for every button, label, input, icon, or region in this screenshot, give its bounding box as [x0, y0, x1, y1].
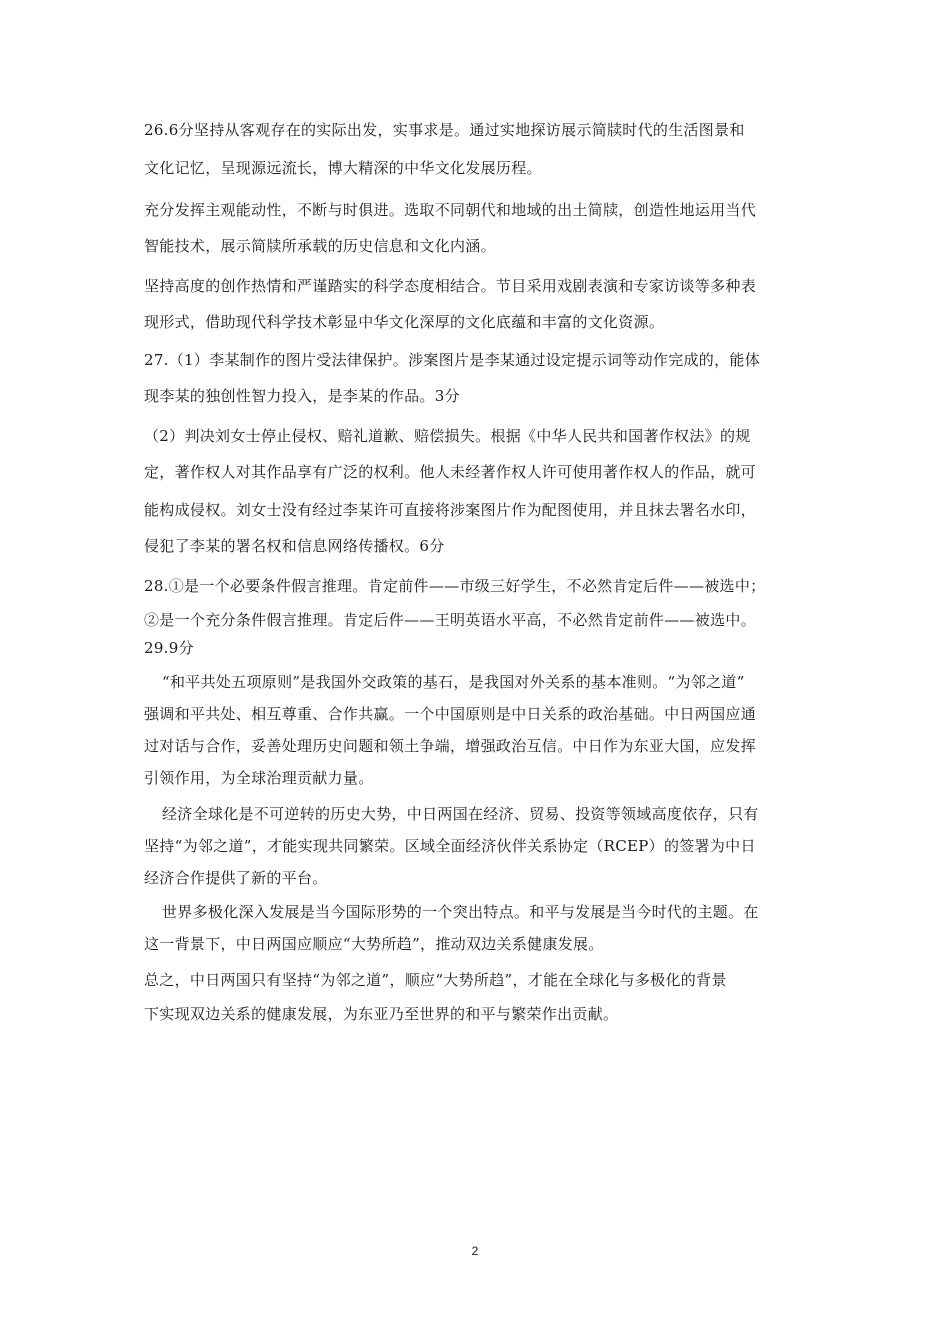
text-line: “和平共处五项原则”是我国外交政策的基石，是我国对外关系的基本准则。“为邻之道” — [162, 673, 745, 691]
text-line: ②是一个充分条件假言推理。肯定后件——王明英语水平高，不必然肯定前件——被选中。 — [144, 611, 757, 629]
text-line: 下实现双边关系的健康发展，为东亚乃至世界的和平与繁荣作出贡献。 — [144, 1005, 619, 1023]
text-line: 这一背景下，中日两国应顺应“大势所趋”，推动双边关系健康发展。 — [144, 935, 604, 953]
text-line: 文化记忆，呈现源远流长，博大精深的中华文化发展历程。 — [144, 159, 542, 177]
text-line: 经济合作提供了新的平台。 — [144, 869, 328, 887]
text-line: 侵犯了李某的署名权和信息网络传播权。6分 — [144, 537, 445, 555]
text-line: 能构成侵权。刘女士没有经过李某许可直接将涉案图片作为配图使用，并且抹去署名水印， — [144, 501, 757, 519]
text-line: 29.9分 — [144, 639, 194, 657]
text-line: 现李某的独创性智力投入，是李某的作品。3分 — [144, 387, 460, 405]
text-line: 28.①是一个必要条件假言推理。肯定前件——市级三好学生，不必然肯定后件——被选中； — [144, 577, 766, 595]
text-line: 26.6分坚持从客观存在的实际出发，实事求是。通过实地探访展示简牍时代的生活图景和 — [144, 121, 745, 139]
text-line: 坚持“为邻之道”，才能实现共同繁荣。区域全面经济伙伴关系协定（RCEP）的签署为中日 — [144, 837, 756, 855]
text-line: 27.（1）李某制作的图片受法律保护。涉案图片是李某通过设定提示词等动作完成的，能体 — [144, 351, 761, 369]
text-line: 引领作用，为全球治理贡献力量。 — [144, 769, 374, 787]
text-line: 充分发挥主观能动性，不断与时俱进。选取不同朝代和地域的出土简牍，创造性地运用当代 — [144, 201, 757, 219]
text-line: 定，著作权人对其作品享有广泛的权利。他人未经著作权人许可使用著作权人的作品，就可 — [144, 463, 757, 481]
text-line: 过对话与合作，妥善处理历史问题和领土争端，增强政治互信。中日作为东亚大国，应发挥 — [144, 737, 757, 755]
text-line: （2）判决刘女士停止侵权、赔礼道歉、赔偿损失。根据《中华人民共和国著作权法》的规 — [144, 427, 751, 445]
text-line: 世界多极化深入发展是当今国际形势的一个突出特点。和平与发展是当今时代的主题。在 — [162, 903, 759, 921]
text-line: 经济全球化是不可逆转的历史大势，中日两国在经济、贸易、投资等领域高度依存，只有 — [162, 805, 759, 823]
page-number: 2 — [471, 1244, 479, 1258]
text-line: 现形式，借助现代科学技术彰显中华文化深厚的文化底蕴和丰富的文化资源。 — [144, 313, 665, 331]
text-line: 智能技术，展示简牍所承载的历史信息和文化内涵。 — [144, 237, 496, 255]
text-line: 强调和平共处、相互尊重、合作共赢。一个中国原则是中日关系的政治基础。中日两国应通 — [144, 705, 757, 723]
text-line: 总之，中日两国只有坚持“为邻之道”，顺应“大势所趋”，才能在全球化与多极化的背景 — [144, 971, 727, 989]
text-line: 坚持高度的创作热情和严谨踏实的科学态度相结合。节目采用戏剧表演和专家访谈等多种表 — [144, 277, 757, 295]
